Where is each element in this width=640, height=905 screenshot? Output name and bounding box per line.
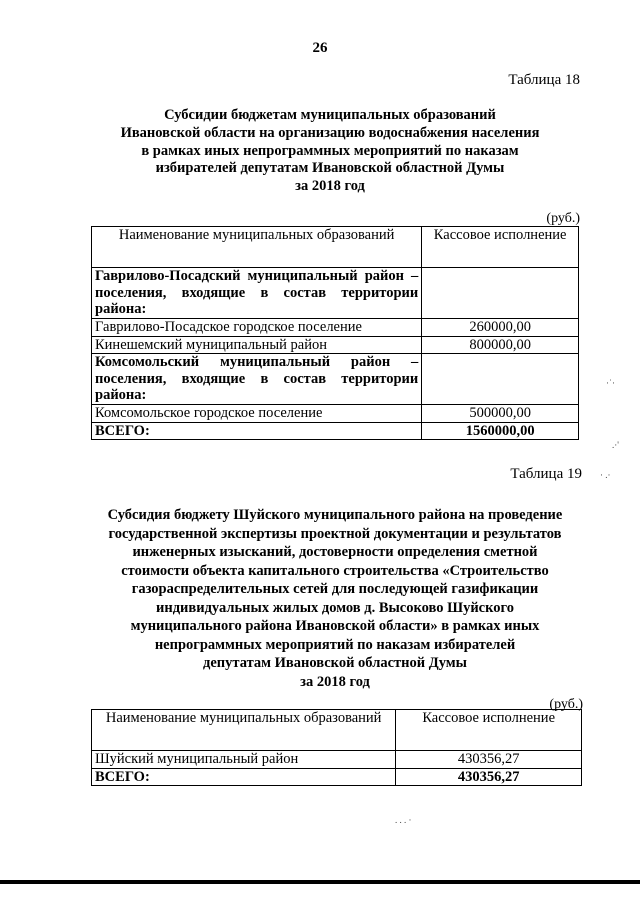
row-amount: 500000,00: [422, 405, 579, 423]
table-row: [92, 354, 579, 405]
total-row: [92, 422, 579, 440]
row-amount: 800000,00: [422, 336, 579, 354]
row-name: Комсомольское городское поселение: [92, 405, 422, 423]
table-19-title-line: непрограммных мероприятий по наказам избирателей: [154, 636, 516, 653]
table-header-row: [92, 227, 579, 268]
row-amount: [422, 354, 579, 405]
column-header-amount: Кассовое исполнение: [422, 227, 579, 268]
total-label: ВСЕГО:: [92, 768, 396, 786]
table-19-title-line: депутатам Ивановской областной Думы: [203, 655, 467, 671]
scan-speck: · .·: [600, 470, 611, 480]
table-row: [92, 336, 579, 354]
column-header-amount: Кассовое исполнение: [396, 710, 582, 751]
table-19-title-line: государственной экспертизы проектной документации и результатов: [108, 525, 562, 542]
scan-speck: ·˙·: [606, 378, 615, 388]
table-19-unit: (руб.): [549, 697, 583, 712]
table-18-title-line: за 2018 год: [295, 178, 365, 195]
table-18-unit: (руб.): [546, 211, 580, 226]
table-18-title-line: Ивановской области на организацию водоснабжения населения: [120, 124, 540, 141]
total-amount: 1560000,00: [422, 422, 579, 440]
table-19-title-line: газораспределительных сетей для последующей газификации: [131, 581, 539, 597]
row-amount: 260000,00: [422, 319, 579, 337]
table-18: [91, 226, 579, 440]
table-19-title: [85, 506, 585, 691]
bottom-border-rule: [0, 880, 640, 884]
table-header-row: [92, 710, 582, 751]
table-19-title-line: муниципального района Ивановской области» в рамках иных: [130, 618, 540, 634]
table-row: [92, 405, 579, 423]
page-number: 26: [312, 40, 328, 56]
table-row: [92, 751, 582, 769]
table-19-title-line: индивидуальных жилых домов д. Высоково Шуйского: [155, 599, 515, 616]
table-19-title-line: за 2018 год: [300, 673, 370, 690]
row-name: Кинешемский муниципальный район: [92, 336, 422, 354]
table-19-label: Таблица 19: [510, 466, 582, 482]
column-header-name: Наименование муниципальных образований: [92, 710, 396, 751]
table-19-title-line: инженерных изысканий, достоверности определения сметной: [132, 544, 538, 560]
table-18-title-line: избирателей депутатам Ивановской областной Думы: [155, 160, 505, 177]
table-18-label: Таблица 18: [508, 72, 580, 88]
table-19: [91, 709, 582, 786]
column-header-name: Наименование муниципальных образований: [92, 227, 422, 268]
table-row: [92, 268, 579, 319]
row-amount: 430356,27: [396, 751, 582, 769]
total-row: [92, 768, 582, 786]
scan-speck: . . . ·: [395, 815, 412, 825]
row-name: Комсомольский муниципальный район – поселения, входящие в состав территории района:: [92, 354, 422, 405]
table-row: [92, 319, 579, 337]
row-name: Гаврилово-Посадское городское поселение: [92, 319, 422, 337]
total-label: ВСЕГО:: [92, 422, 422, 440]
table-18-title: [90, 107, 570, 196]
scan-speck: .·': [612, 440, 619, 450]
table-18-title-line: в рамках иных непрограммных мероприятий по наказам: [141, 142, 519, 159]
row-name: Шуйский муниципальный район: [92, 751, 396, 769]
row-amount: [422, 268, 579, 319]
table-19-title-line: стоимости объекта капитального строительства «Строительство: [121, 562, 549, 579]
row-name: Гаврилово-Посадский муниципальный район – поселения, входящие в состав территории района:: [92, 268, 422, 319]
total-amount: 430356,27: [396, 768, 582, 786]
table-19-title-line: Субсидия бюджету Шуйского муниципального района на проведение: [107, 507, 563, 523]
table-18-title-line: Субсидии бюджетам муниципальных образований: [164, 107, 496, 123]
